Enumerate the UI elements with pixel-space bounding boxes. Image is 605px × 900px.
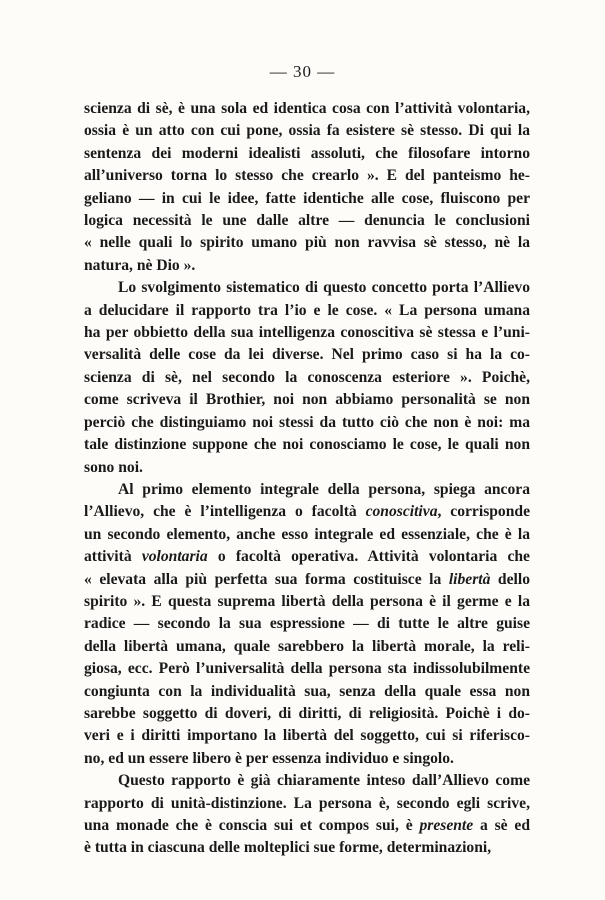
text-line: [84, 98, 530, 120]
text-run: tale distinzione suppone che noi conosciamo le cose, le quali non: [84, 436, 530, 454]
text-run: congiunta con la individualità sua, senza della quale essa non: [84, 682, 530, 700]
text-line: [84, 389, 530, 411]
text-run: giosa, ecc. Però l’universalità della persona sta indissolubilmente: [84, 660, 530, 678]
text-run: ossia è un atto con cui pone, ossia fa esistere sè stesso. Di qui la: [84, 122, 530, 140]
text-line: [84, 255, 530, 277]
italic-term: conoscitiva: [365, 503, 438, 521]
text-line: [84, 793, 530, 815]
text-run: Al primo elemento integrale della persona, spiega ancora: [118, 480, 530, 498]
text-run: geliano — in cui le idee, fatte identiche alle cose, fluiscono per: [84, 189, 530, 207]
text-run: versalità delle cose da lei diverse. Nel primo caso si ha la co-: [84, 346, 530, 364]
page-number: — 30 —: [269, 62, 336, 81]
text-line: [84, 165, 530, 187]
text-line: [84, 569, 530, 591]
text-run: natura, nè Dio ».: [84, 256, 196, 274]
text-line: [84, 658, 530, 680]
text-run: « elevata alla più perfetta sua forma costituisce la: [84, 570, 449, 588]
text-run: una monade che è conscia sui et compos sui, è: [84, 817, 420, 834]
text-run: come scriveva il Brothier, noi non abbiamo personalità se non: [84, 391, 530, 409]
text-line: [84, 457, 530, 479]
text-run: della libertà umana, quale sarebbero la libertà morale, la reli-: [84, 637, 530, 655]
text-run: attività: [84, 548, 142, 566]
text-line: [84, 188, 530, 210]
text-line: [84, 815, 530, 837]
text-line: [84, 725, 530, 747]
text-run: Lo svolgimento sistematico di questo concetto porta l’Allievo: [118, 279, 530, 297]
text-line: [84, 322, 530, 344]
paragraph: [84, 770, 530, 860]
text-run: a sè ed: [473, 817, 531, 834]
text-run: veri e i diritti importano la libertà del soggetto, cui si riferisco-: [84, 727, 530, 745]
text-run: dello: [490, 570, 530, 588]
text-line: [84, 479, 530, 501]
text-run: no, ed un essere libero è per essenza individuo e singolo.: [84, 749, 454, 767]
text-line: [84, 613, 530, 635]
text-run: « nelle quali lo spirito umano più non ravvisa sè stesso, nè la: [84, 234, 530, 252]
italic-term: presente: [419, 817, 474, 834]
body-text: [84, 98, 530, 860]
text-run: l’Allievo, che è l’intelligenza o facoltà: [84, 503, 366, 521]
text-line: [84, 524, 530, 546]
text-run: rapporto di unità-distinzione. La persona è, secondo egli scrive,: [84, 794, 530, 812]
text-line: [84, 501, 530, 523]
text-line: [84, 277, 530, 299]
text-run: sono noi.: [84, 458, 143, 476]
text-line: [84, 344, 530, 366]
text-run: un secondo elemento, anche esso integrale ed essenziale, che è la: [84, 525, 530, 543]
text-line: [84, 703, 530, 725]
text-line: [84, 367, 530, 389]
text-run: spirito ». E questa suprema libertà della persona è il germe e la: [84, 592, 530, 610]
text-run: Questo rapporto è già chiaramente inteso dall’Allievo come: [118, 772, 530, 790]
paragraph: [84, 98, 530, 277]
paragraph: [84, 277, 530, 479]
text-line: [84, 300, 530, 322]
text-line: [84, 412, 530, 434]
text-line: [84, 143, 530, 165]
paragraph: [84, 479, 530, 770]
text-line: [84, 120, 530, 142]
text-line: [84, 770, 530, 792]
text-run: scienza di sè, nel secondo la conoscenza esteriore ». Poichè,: [84, 368, 530, 386]
text-run: sentenza dei moderni idealisti assoluti, che filosofare intorno: [84, 144, 530, 162]
text-line: [84, 636, 530, 658]
text-run: perciò che distinguiamo noi stessi da tutto ciò che non è noi: ma: [84, 413, 530, 431]
text-run: ha per obbietto della sua intelligenza conoscitiva sè stessa e l’uni-: [84, 324, 530, 342]
text-line: [84, 434, 530, 456]
text-line: [84, 591, 530, 613]
text-line: [84, 546, 530, 568]
text-run: a delucidare il rapporto tra l’io e le cose. « La persona umana: [84, 301, 530, 319]
text-line: [84, 837, 530, 859]
italic-term: libertà: [448, 570, 491, 588]
text-run: , corrisponde: [437, 503, 530, 521]
text-run: radice — secondo la sua espressione — di tutte le altre guise: [84, 615, 530, 633]
italic-term: volontaria: [141, 548, 208, 566]
text-run: o facoltà operativa. Attività volontaria che: [207, 548, 530, 566]
text-run: logica necessità le une dalle altre — denuncia le conclusioni: [84, 212, 530, 230]
text-line: [84, 748, 530, 770]
text-run: scienza di sè, è una sola ed identica cosa con l’attività volontaria,: [84, 100, 530, 117]
text-line: [84, 232, 530, 254]
text-line: [84, 210, 530, 232]
text-run: è tutta in ciascuna delle molteplici sue forme, determinazioni,: [84, 839, 492, 857]
text-run: sarebbe soggetto di doveri, di diritti, di religiosità. Poichè i do-: [84, 704, 530, 722]
text-line: [84, 681, 530, 703]
text-run: all’universo torna lo stesso che crearlo ». E del panteismo he-: [84, 167, 530, 185]
